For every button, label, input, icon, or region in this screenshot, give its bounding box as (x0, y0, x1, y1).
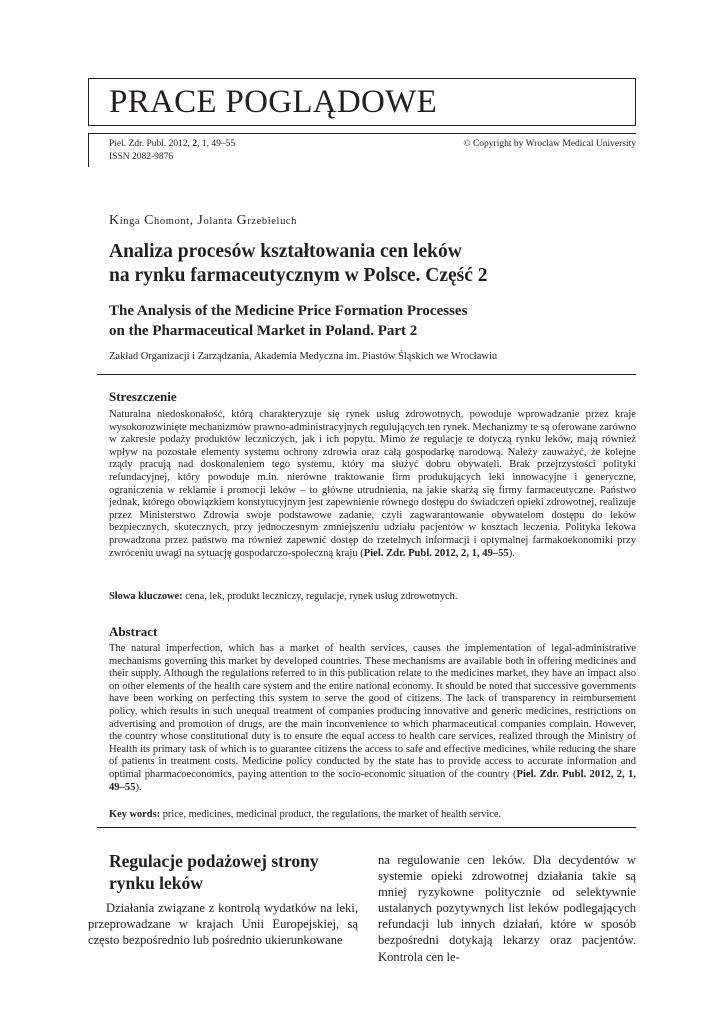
author1-first: inga (119, 216, 141, 227)
keywords-pl: cena, lek, produkt leczniczy, regulacje, rynek usług zdrowotnych. (182, 591, 458, 602)
affiliation: Zakład Organizacji i Zarządzania, Akademia Medyczna im. Piastów Śląskich we Wrocławiu (109, 351, 498, 362)
title-english-line1: The Analysis of the Medicine Price Formation Processes (109, 303, 468, 319)
streszczenie-heading: Streszczenie (109, 389, 177, 404)
keywords-label-pl: Słowa kluczowe: (109, 591, 183, 602)
title-polish-line2: na rynku farmaceutycznym w Polsce. Część 2 (109, 265, 488, 286)
section-title: PRACE POGLĄDOWE (109, 84, 438, 120)
abstract-body (109, 643, 636, 794)
body-right-column: na regulowanie cen leków. Dla decydentów w systemie opieki zdrowotnej działania takie są mniej ryzykowne politycznie od selektywnie ustalanych pozytywnych list leków podlegających refundacji lub innych działań, które w sposób bezpośredni dotykają lekarzy oraz pacjentów. Kontrola cen le- (378, 853, 636, 964)
citation-volume: 2 (192, 139, 198, 149)
divider-bottom (97, 827, 636, 828)
author2-surname: rzebieluch (247, 216, 298, 227)
streszczenie-text: Naturalna niedoskonałość, którą charakteryzuje się rynek usług zdrowotnych, powoduje wprowadzanie przez kraje wysokorozwinięte mechanizmów prawno-administracyjnych regulujących ten rynek. Mechanizmy te są oferowane zarówno w zakresie podaży produktów leczniczych, jak i ich popytu. Mimo że regulacje te dotyczą rynku leków, mają również wpływ na pozostałe elementy systemu ochrony zdrowia oraz całą gospodarkę narodową. Należy zauważyć, że kolejne rządy pracują nad doskonaleniem tego systemu, który ma służyć dobru obywateli. Brak przejrzystości polityki refundacyjnej, który powoduje m.in. nierówne traktowanie firm produkujących leki innowacyjne i generyczne, ograniczenia w reklamie i promocji leków – to główne utrudnienia, na jakie skarżą się firmy farmaceutyczne. Państwo jednak, którego obowiązkiem konstytucyjnym jest zapewnienie równego dostępu do świadczeń opieki zdrowotnej, realizuje przez Ministerstwo Zdrowia swoje podstawowe zadanie, czyli zagwarantowanie obywatelom dostępu do leków bezpiecznych, skutecznych, przy jednoczesnym zmniejszeniu udziału pacjentów w kosztach leczenia. Polityka lekowa prowadzona przez państwo ma również zapewnić dostęp do rzetelnych informacji i optymalnej farmakoekonomiki przy zwróceniu uwagi na sytuację gospodarczo-społeczną kraju ( (109, 409, 636, 559)
author2-first: olanta (203, 216, 233, 227)
divider-top (97, 374, 636, 375)
title-english-line2: on the Pharmaceutical Market in Poland. Part 2 (109, 323, 418, 339)
author1-surname: homont (154, 216, 190, 227)
section-heading (109, 850, 359, 894)
author2-surname-initial: G (236, 213, 248, 228)
citation-prefix: Piel. Zdr. Publ. 2012, (109, 139, 193, 149)
abstract-end: ). (135, 781, 142, 793)
title-polish-line1: Analiza procesów kształtowania cen leków (109, 241, 462, 262)
body-left-column: Działania związane z kontrolą wydatków na leki, przeprowadzane w krajach Unii Europejskiej, są często bezpośrednio lub pośrednio ukierunkowane (88, 901, 358, 948)
citation-suffix: , 1, 49–55 (197, 139, 236, 149)
author1-surname-initial: C (144, 213, 155, 228)
section-heading-line2: rynku leków (109, 873, 203, 893)
section-heading-line1: Regulacje podażowej strony (109, 851, 319, 871)
author1-initial: K (109, 213, 120, 228)
keywords-label-en: Key words: (109, 809, 161, 820)
citation (109, 138, 235, 151)
streszczenie-keywords (109, 590, 636, 603)
abstract-heading: Abstract (109, 624, 158, 639)
streszczenie-body (109, 409, 636, 560)
authors-line (109, 212, 297, 229)
keywords-en: price, medicines, medicinal product, the regulations, the market of health service. (160, 809, 502, 820)
author2-initial: J (197, 213, 204, 228)
streszczenie-end: ). (508, 547, 515, 559)
title-polish (109, 240, 488, 288)
streszczenie-citation: Piel. Zdr. Publ. 2012, 2, 1, 49–55 (363, 547, 509, 559)
abstract-citation: Piel. Zdr. Publ. 2012, 2, 1, 49–55 (109, 768, 637, 793)
title-english (109, 301, 467, 341)
abstract-text: The natural imperfection, which has a market of health services, causes the implementation of legal-administrative mechanisms governing this market by developed countries. These mechanisms are available both in offering medicines and their supply. Although the regulations referred to in this publication relate to the medicines market, they have an impact also on other elements of the health care system and the entire national economy. It should be noted that successive governments have been working on perfecting this system to serve the good of citizens. The lack of transparency in reimbursement policy, which results in such unequal treatment of companies producing innovative and generic medicines, restrictions on advertising and promotion of drugs, are the main inconvenience to which pharmaceutical companies complain. However, the country whose constitutional duty is to ensure the equal access to health care services, realized through the Ministry of Health its primary task of which is to guarantee citizens the access to safe and effective medicines, while reducing the share of patients in treatment costs. Medicine policy conducted by the state has to provide access to accurate information and optimal pharmacoeconomics, paying attention to the socio-economic situation of the country ( (109, 643, 636, 780)
copyright-notice: © Copyright by Wroclaw Medical University (463, 139, 636, 149)
issn: ISSN 2082-9876 (109, 152, 174, 162)
abstract-keywords (109, 808, 636, 821)
author-separator: , (189, 212, 198, 227)
